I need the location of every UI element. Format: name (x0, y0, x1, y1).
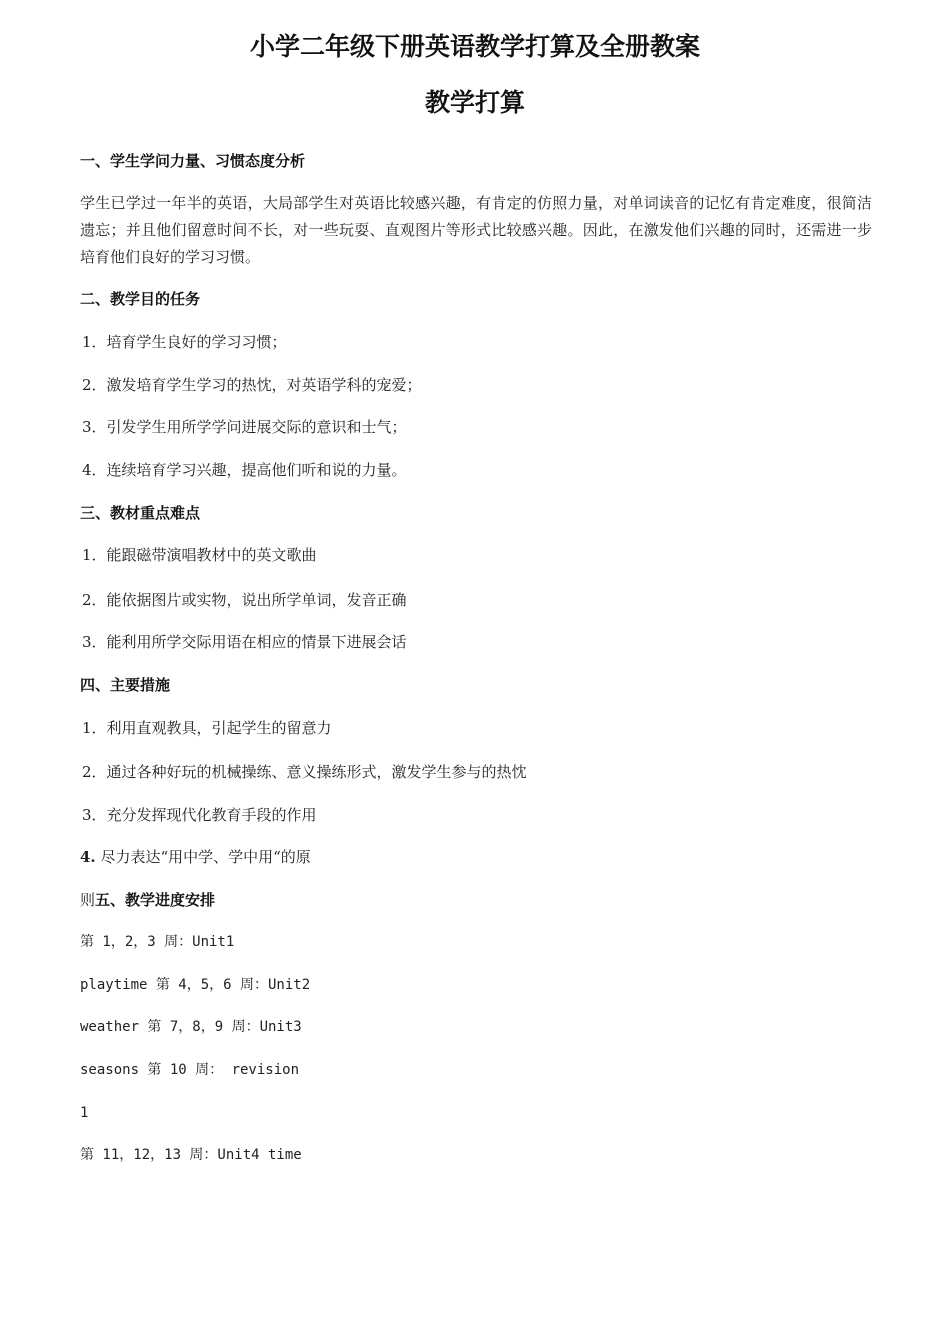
measure-item-4-continuation: 则 (80, 891, 96, 909)
schedule-line: weather 第 7，8，9 周：Unit3 (80, 1019, 302, 1035)
analysis-paragraph: 学生已学过一年半的英语，大局部学生对英语比较感兴趣，有肯定的仿照力量，对单词读音的记忆有肯定难度，很简洁遗忘；并且他们留意时间不长，对一些玩耍、直观图片等形式比较感兴趣。因此，在激发他们兴趣的同时，还需进一步培育他们良好的学习习惯。 (80, 194, 872, 266)
schedule-line: 1 (80, 1105, 89, 1121)
measure-item: 3．充分发挥现代化教育手段的作用 (82, 806, 317, 824)
section-heading-schedule: 五、教学进度安排 (95, 891, 216, 909)
section-heading-goals: 二、教学目的任务 (80, 290, 201, 308)
schedule-line: 第 1，2，3 周：Unit1 (80, 934, 235, 950)
goal-item: 2．激发培育学生学习的热忱，对英语学科的宠爱； (82, 376, 422, 394)
schedule-line: playtime 第 4，5，6 周：Unit2 (80, 977, 311, 993)
section-heading-key-points: 三、教材重点难点 (80, 504, 201, 522)
measure-item: 1．利用直观教具，引起学生的留意力 (82, 719, 332, 737)
schedule-heading-line (80, 890, 215, 910)
key-point-item: 1．能跟磁带演唱教材中的英文歌曲 (82, 546, 317, 564)
schedule-line: 第 11，12，13 周：Unit4 time (80, 1147, 302, 1163)
key-point-item: 2．能依据图片或实物，说出所学单词，发音正确 (82, 591, 407, 609)
key-point-item: 3．能利用所学交际用语在相应的情景下进展会话 (82, 633, 407, 651)
schedule-line: seasons 第 10 周： revision (80, 1062, 300, 1078)
measure-item-4-number: 4. (80, 848, 96, 866)
document-title: 小学二年级下册英语教学打算及全册教案 (249, 32, 700, 61)
section-heading-analysis: 一、学生学问力量、习惯态度分析 (80, 152, 306, 170)
document-subtitle: 教学打算 (424, 88, 525, 117)
goal-item: 1．培育学生良好的学习习惯； (82, 333, 287, 351)
measure-item-4-text: 尽力表达“用中学、学中用“的原 (95, 848, 311, 866)
measure-item: 2．通过各种好玩的机械操练、意义操练形式，激发学生参与的热忱 (82, 763, 527, 781)
goal-item: 3．引发学生用所学学问进展交际的意识和士气； (82, 418, 407, 436)
measure-item-4 (80, 847, 311, 867)
section-heading-measures: 四、主要措施 (80, 676, 171, 694)
goal-item: 4．连续培育学习兴趣，提高他们听和说的力量。 (82, 461, 407, 479)
